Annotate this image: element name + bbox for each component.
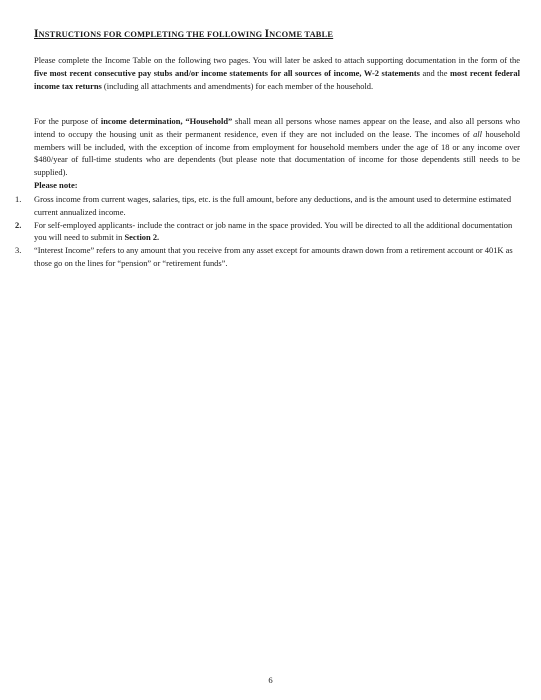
list-item: [0, 219, 520, 245]
para1-bold-2: most recent federal income tax returns: [34, 67, 520, 91]
page-title: [34, 28, 333, 40]
list-item-number: 2.: [15, 219, 22, 230]
list-item-text: For self-employed applicants- include the contract or job name in the space provided. You will be directed to all the additional documentation you will need to submit in: [34, 219, 513, 243]
list-item: [0, 244, 520, 270]
para1-text-2: and the: [419, 67, 450, 78]
note-heading: Please note:: [34, 180, 78, 190]
para1-bold-1: five most recent consecutive pay stubs and/or income statements for all sources of income, W-2 statements: [34, 67, 420, 78]
list-item-bold-tail: Section 2.: [124, 232, 160, 243]
para2-italic-1: all: [473, 128, 482, 139]
list-item: [0, 193, 520, 219]
list-item-number: 3.: [15, 245, 22, 256]
list-item-number: 1.: [15, 194, 22, 204]
para2-text-1: For the purpose of: [34, 116, 101, 126]
title-text-2: NCOME TABLE: [269, 30, 334, 39]
para2-text-3: household members will be included, with the exception of income from employment for household members under the age of 18 or any income over $480/year of full-time students who are dependents (but please note that documentation of income for those dependents still needs to be supplied).: [34, 128, 520, 178]
para2-bold-1: income determination, “Household”: [100, 116, 233, 126]
list-item-text: “Interest Income” refers to any amount that you receive from any asset except for amounts drawn down from a retirement account or 401K as those go on the lines for “pension” or “retirement funds”.: [34, 245, 513, 268]
list-item-text: Gross income from current wages, salaries, tips, etc. is the full amount, before any deductions, and is the amount used to determine estimated current annualized income.: [34, 194, 512, 217]
title-initial-2: I: [264, 28, 270, 40]
household-definition-paragraph: [34, 115, 520, 179]
title-text: NSTRUCTIONS FOR COMPLETING THE FOLLOWING: [38, 30, 265, 39]
title-initial: I: [34, 28, 39, 40]
para2-text-2: shall mean all persons whose names appear on the lease, and also all persons who intend to occupy the housing unit as their permanent residence, even if they are not included on the lease. The incomes of: [34, 116, 521, 139]
instructions-paragraph: [34, 54, 520, 92]
page-number: 6: [268, 675, 273, 685]
para1-text-3: (including all attachments and amendments) for each member of the household.: [101, 80, 374, 91]
para1-text-1: Please complete the Income Table on the following two pages. You will later be asked to attach supporting documentation in the form of the: [34, 55, 520, 65]
notes-list: [0, 193, 541, 270]
